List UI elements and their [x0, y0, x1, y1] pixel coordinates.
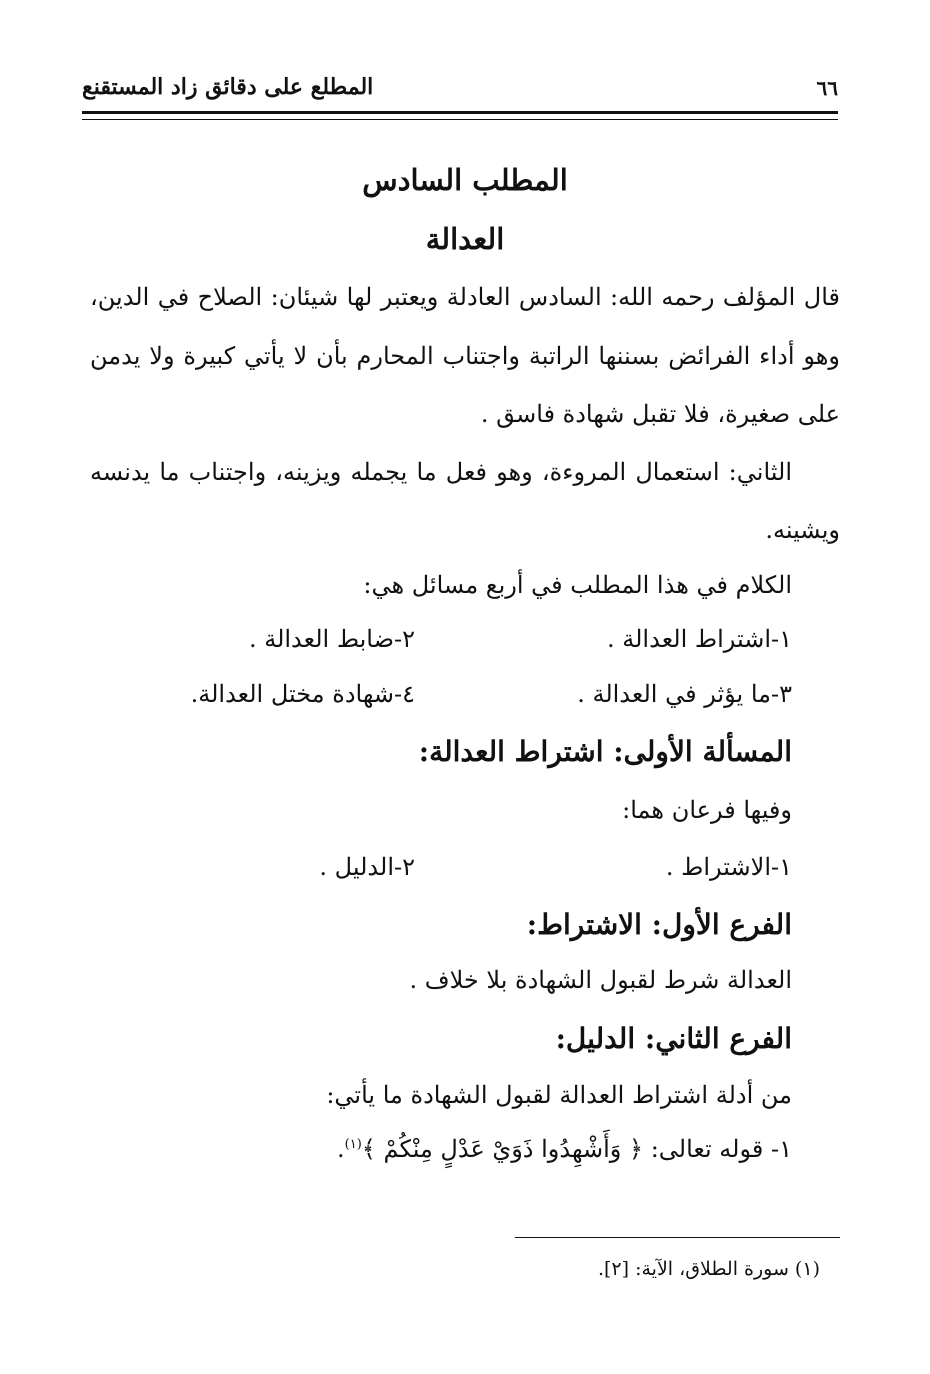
header-rule-thick [82, 111, 838, 114]
issue1-title: المسألة الأولى: اشتراط العدالة: [418, 735, 792, 768]
issue-item-4: ٤-شهادة مختل العدالة. [190, 680, 415, 708]
branch2-title: الفرع الثاني: الدليل: [555, 1022, 792, 1055]
branch-item-2: ٢-الدليل . [319, 853, 415, 881]
issues-intro: الكلام في هذا المطلب في أربع مسائل هي: [363, 571, 792, 599]
book-title: المطلع على دقائق زاد المستقنع [82, 74, 374, 100]
quran-verse: ١- قوله تعالى: ﴿ وَأَشْهِدُوا ذَوَيْ عَدْلٍ مِنْكُمْ ﴾ [361, 1135, 792, 1163]
intro-line-1: قال المؤلف رحمه الله: السادس العادلة ويعتبر لها شيئان: الصلاح في الدين، [90, 283, 840, 311]
section-subtitle: العدالة [425, 222, 505, 256]
issue-item-2: ٢-ضابط العدالة . [248, 625, 415, 653]
branch1-title: الفرع الأول: الاشتراط: [526, 908, 792, 941]
issue1-intro: وفيها فرعان هما: [622, 796, 792, 824]
issue-item-3: ٣-ما يؤثر في العدالة . [577, 680, 792, 708]
branch-item-1: ١-الاشتراط . [665, 853, 792, 881]
intro-line-2: وهو أداء الفرائض بسننها الراتبة واجتناب المحارم بأن لا يأتي كبيرة ولا يدمن [90, 342, 840, 370]
footnote-ref[interactable]: (١) [344, 1137, 362, 1152]
intro-line-5: ويشينه. [765, 516, 840, 544]
section-title: المطلب السادس [362, 163, 568, 197]
evidence-line [337, 1135, 792, 1163]
evidence-period: . [337, 1135, 345, 1163]
intro-line-4: الثاني: استعمال المروءة، وهو فعل ما يجمله ويزينه، واجتناب ما يدنسه [90, 458, 792, 486]
intro-line-3: على صغيرة، فلا تقبل شهادة فاسق . [480, 400, 840, 428]
page-number: ٦٦ [816, 76, 838, 100]
footnote-separator [515, 1237, 840, 1238]
header-rule-thin [82, 119, 838, 120]
issue-item-1: ١-اشتراط العدالة . [606, 625, 792, 653]
branch1-text: العدالة شرط لقبول الشهادة بلا خلاف . [409, 966, 792, 994]
footnote: (١) سورة الطلاق، الآية: [٢]. [597, 1258, 820, 1280]
running-head [82, 72, 838, 106]
branch2-intro: من أدلة اشتراط العدالة لقبول الشهادة ما يأتي: [326, 1081, 792, 1109]
